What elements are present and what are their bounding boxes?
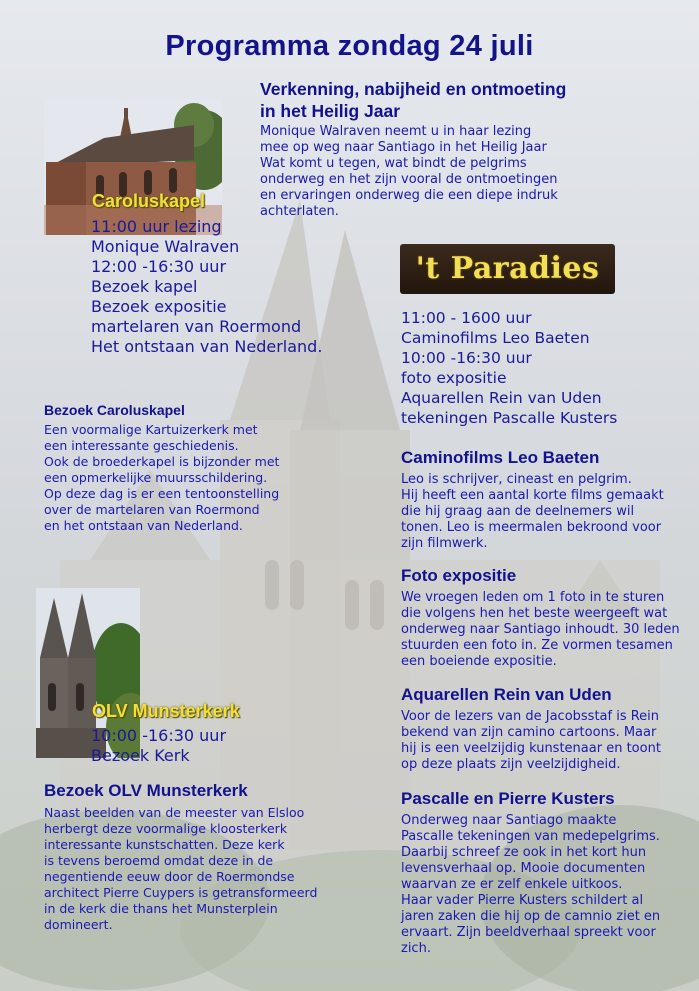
text-line: stuurden een foto in. Ze vormen tesamen	[401, 638, 673, 653]
text-line: Leo is schrijver, cineast en pelgrim.	[401, 472, 632, 487]
caroluskapel-schedule	[91, 217, 351, 357]
text-line: onderweg naar Santiago inhoudt. 30 leden	[401, 622, 680, 637]
aquarellen-heading: Aquarellen Rein van Uden	[401, 685, 612, 704]
text-line: die volgens hen het beste weergeeft wat	[401, 606, 668, 621]
text-line: en ervaringen onderweg die een diepe indruk	[260, 188, 558, 203]
munsterkerk-label: OLV Munsterkerk	[92, 701, 240, 721]
intro-heading: Verkenning, nabijheid en ontmoeting in het Heilig Jaar	[260, 79, 567, 121]
text-line: Onderweg naar Santiago maakte	[401, 813, 617, 828]
text-line: We vroegen leden om 1 foto in te sturen	[401, 590, 665, 605]
text-line: architect Pierre Cuypers is getransformeerd	[44, 885, 318, 900]
caminofilms-text	[401, 472, 691, 552]
text-line: een boeiende expositie.	[401, 654, 557, 669]
text-line: Voor de lezers van de Jacobsstaf is Rein	[401, 709, 660, 724]
text-line: herbergt deze voormalige kloosterkerk	[44, 821, 288, 836]
caminofilms-heading: Caminofilms Leo Baeten	[401, 448, 600, 467]
caroluskapel-photo	[44, 100, 222, 235]
text-line: Een voormalige Kartuizerkerk met	[44, 422, 258, 437]
text-line: levensverhaal op. Mooie documenten	[401, 861, 646, 876]
text-line: tonen. Leo is meermalen bekroond voor	[401, 520, 662, 535]
paradies-schedule	[401, 308, 681, 428]
schedule-line: Monique Walraven	[91, 237, 240, 256]
text-line: en het ontstaan van Nederland.	[44, 518, 243, 533]
text-line: bekend van zijn camino cartoons. Maar	[401, 725, 657, 740]
text-line: domineert.	[44, 917, 113, 932]
text-line: die hij graag aan de deelnemers wil	[401, 504, 635, 519]
schedule-line: Bezoek kapel	[91, 277, 198, 296]
schedule-line: 12:00 -16:30 uur	[91, 257, 227, 276]
caroluskapel-label: Caroluskapel	[92, 191, 206, 211]
foto-text	[401, 590, 691, 670]
text-line: interessante kunstschatten. Deze kerk	[44, 837, 285, 852]
text-line: Hij heeft een aantal korte films gemaakt	[401, 488, 664, 503]
bezoek-carolus-text	[44, 422, 344, 534]
text-line: Pascalle tekeningen van medepelgrims.	[401, 829, 660, 844]
text-line: achterlaten.	[260, 204, 339, 219]
bezoek-munster-heading: Bezoek OLV Munsterkerk	[44, 781, 248, 800]
schedule-line: tekeningen Pascalle Kusters	[401, 409, 618, 427]
text-line: jaren zaken die hij op de camnio ziet en	[401, 909, 661, 924]
text-line: over de martelaren van Roermond	[44, 502, 260, 517]
schedule-line: Bezoek expositie	[91, 297, 227, 316]
kusters-heading: Pascalle en Pierre Kusters	[401, 789, 615, 808]
schedule-line: 10:00 -16:30 uur	[401, 349, 532, 367]
schedule-line: 11:00 - 1600 uur	[401, 309, 532, 327]
paradies-sign-text: 't Paradies	[415, 251, 600, 286]
text-line: een interessante geschiedenis.	[44, 438, 239, 453]
paradies-sign	[400, 244, 615, 294]
text-line: op deze plaats zijn veelzijdigheid.	[401, 757, 621, 772]
text-line: Daarbij schreef ze ook in het kort hun	[401, 845, 647, 860]
bezoek-carolus-heading: Bezoek Caroluskapel	[44, 402, 185, 418]
schedule-line: Caminofilms Leo Baeten	[401, 329, 590, 347]
text-line: zich.	[401, 941, 431, 956]
text-line: ervaart. Zijn beeldverhaal spreekt voor	[401, 925, 656, 940]
text-line: waarvan ze er zelf enkele uitkoos.	[401, 877, 623, 892]
kusters-text	[401, 813, 691, 957]
bezoek-munster-text	[44, 805, 374, 933]
munsterkerk-schedule	[91, 726, 291, 766]
foto-heading: Foto expositie	[401, 566, 517, 585]
text-line: Naast beelden van de meester van Elsloo	[44, 805, 305, 820]
text-line: een opmerkelijke muursschildering.	[44, 470, 268, 485]
intro-text	[260, 124, 590, 220]
text-line: hij is een veelzijdig kunstenaar en toont	[401, 741, 661, 756]
schedule-line: foto expositie	[401, 369, 507, 387]
text-line: Haar vader Pierre Kusters schildert al	[401, 893, 644, 908]
text-line: Monique Walraven neemt u in haar lezing	[260, 124, 532, 139]
schedule-line: Aquarellen Rein van Uden	[401, 389, 602, 407]
schedule-line: 11:00 uur lezing	[91, 217, 222, 236]
page-title: Programma zondag 24 juli	[165, 30, 534, 62]
text-line: Wat komt u tegen, wat bindt de pelgrims	[260, 156, 527, 171]
text-line: negentiende eeuw door de Roermondse	[44, 869, 295, 884]
text-line: mee op weg naar Santiago in het Heilig Jaar	[260, 140, 547, 155]
text-line: is tevens beroemd omdat deze in de	[44, 853, 274, 868]
text-line: onderweg en het zijn vooral de ontmoetingen	[260, 172, 558, 187]
schedule-line: Het ontstaan van Nederland.	[91, 337, 323, 356]
text-line: in de kerk die thans het Munsterplein	[44, 901, 278, 916]
aquarellen-text	[401, 709, 691, 773]
schedule-line: 10:00 -16:30 uur	[91, 726, 227, 745]
schedule-line: Bezoek Kerk	[91, 746, 190, 765]
schedule-line: martelaren van Roermond	[91, 317, 302, 336]
text-line: Op deze dag is er een tentoonstelling	[44, 486, 280, 501]
text-line: zijn filmwerk.	[401, 536, 488, 551]
text-line: Ook de broederkapel is bijzonder met	[44, 454, 280, 469]
